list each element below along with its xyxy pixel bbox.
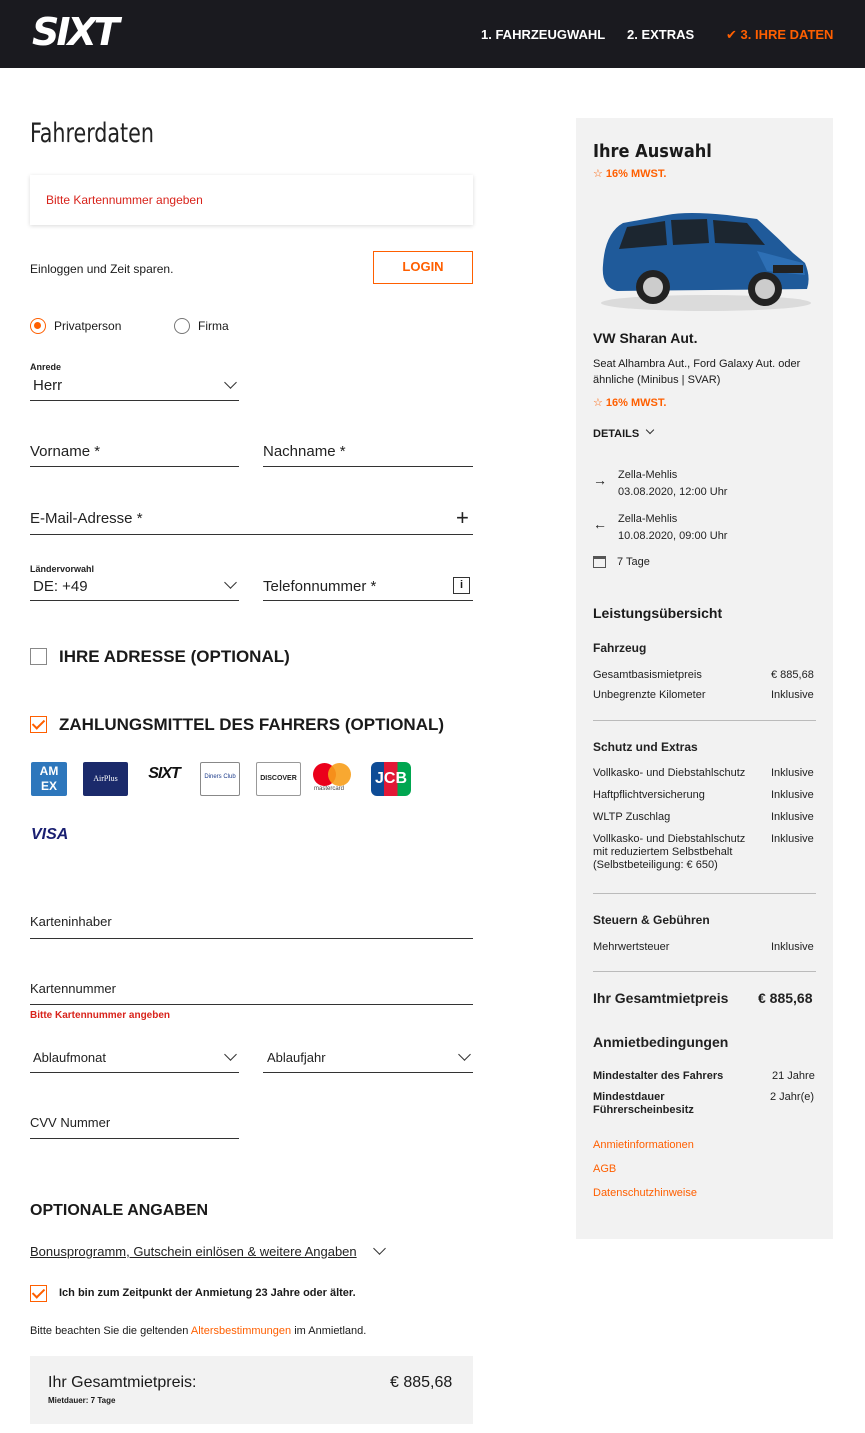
mastercard-logo-circle (328, 763, 351, 786)
tax-text-2: 16% MWST. (605, 397, 667, 409)
radio-privatperson-label: Privatperson (54, 319, 122, 333)
login-hint: Einloggen und Zeit sparen. (30, 262, 174, 276)
laendervorwahl-value: DE: +49 (33, 578, 88, 595)
age-note (30, 1325, 366, 1337)
row-value: Inklusive (771, 833, 814, 845)
car-name: VW Sharan Aut. (593, 330, 698, 346)
total-value: € 885,68 (390, 1374, 453, 1391)
sixt-logo[interactable]: SIXT (32, 10, 117, 54)
kartennummer-error: Bitte Kartennummer angeben (30, 1010, 171, 1021)
payment-section-title: ZAHLUNGSMITTEL DES FAHRERS (OPTIONAL) (59, 715, 445, 734)
details-toggle[interactable] (593, 428, 639, 440)
radio-privatperson[interactable] (30, 318, 46, 334)
row-label: Vollkasko- und Diebstahlschutz (593, 767, 746, 779)
link-agb[interactable]: AGB (593, 1163, 617, 1175)
star-icon: ☆ (593, 168, 606, 180)
pickup-date: 03.08.2020, 12:00 Uhr (618, 486, 728, 498)
star-icon: ☆ (593, 397, 606, 409)
tax-text: 16% MWST. (605, 168, 667, 180)
details-label: DETAILS (593, 428, 640, 440)
payment-checkbox[interactable] (30, 716, 47, 733)
gesamt-label: Ihr Gesamtmietpreis (593, 990, 729, 1006)
link-anmietinformationen[interactable]: Anmietinformationen (593, 1139, 694, 1151)
anrede-label: Anrede (30, 362, 62, 372)
address-section-title: IHRE ADRESSE (OPTIONAL) (59, 647, 290, 666)
radio-firma-label: Firma (198, 319, 229, 333)
sidebar-title: Ihre Auswahl (593, 141, 712, 162)
jcb-logo: JCB (371, 762, 411, 796)
row-value: Inklusive (771, 811, 814, 823)
login-button[interactable]: LOGIN (373, 251, 473, 284)
divider (593, 971, 816, 972)
ablaufjahr-label: Ablaufjahr (267, 1050, 326, 1065)
divider (593, 893, 816, 894)
gesamt-value: € 885,68 (758, 990, 813, 1006)
total-duration: Mietdauer: 7 Tage (48, 1396, 116, 1405)
telefon-label: Telefonnummer * (263, 578, 377, 595)
rental-days: 7 Tage (617, 556, 650, 568)
return-date: 10.08.2020, 09:00 Uhr (618, 530, 728, 542)
age-checkbox[interactable] (30, 1285, 47, 1302)
bonus-link[interactable]: Bonusprogramm, Gutschein einlösen & weitere Angaben (30, 1244, 357, 1259)
fahrzeug-heading: Fahrzeug (593, 641, 647, 655)
overview-title: Leistungsübersicht (593, 605, 723, 621)
mastercard-label: mastercard (314, 786, 345, 792)
step-fahrzeugwahl[interactable]: 1. FAHRZEUGWAHL (481, 27, 606, 42)
error-box (30, 175, 473, 225)
vorname-label: Vorname * (30, 443, 101, 460)
row-value: Inklusive (771, 941, 814, 953)
total-label: Ihr Gesamtmietpreis: (48, 1374, 197, 1391)
cond-value: 21 Jahre (772, 1070, 815, 1082)
error-message: Bitte Kartennummer angeben (46, 193, 203, 207)
email-label: E-Mail-Adresse * (30, 510, 143, 527)
cvv-label: CVV Nummer (30, 1115, 111, 1130)
laendervorwahl-label: Ländervorwahl (30, 564, 95, 574)
steuern-heading: Steuern & Gebühren (593, 913, 710, 927)
row-label: Vollkasko- und Diebstahlschutz mit reduziertem Selbstbehalt (Selbstbeteiligung: € 650) (593, 833, 746, 871)
row-value: Inklusive (771, 767, 814, 779)
arrow-right-icon: → (593, 472, 607, 488)
calendar-icon (593, 556, 606, 568)
pickup-place: Zella-Mehlis (618, 469, 678, 481)
age-note-text-end: im Anmietland. (291, 1325, 367, 1337)
discover-logo: DISCOVER (256, 762, 301, 796)
page-title: Fahrerdaten (30, 118, 154, 149)
tax-badge-2 (593, 396, 666, 409)
radio-firma[interactable] (174, 318, 190, 334)
divider (593, 720, 816, 721)
total-price-box (30, 1356, 473, 1424)
row-label: Gesamtbasismietpreis (593, 669, 702, 681)
row-value: € 885,68 (771, 669, 814, 681)
tax-badge (593, 167, 666, 180)
kartennummer-label: Kartennummer (30, 981, 116, 996)
optional-section-title: OPTIONALE ANGABEN (30, 1202, 209, 1219)
step-extras[interactable]: 2. EXTRAS (627, 27, 695, 42)
anrede-value: Herr (33, 377, 63, 394)
plus-icon[interactable]: + (456, 505, 469, 530)
row-value: Inklusive (771, 789, 814, 801)
address-checkbox[interactable] (30, 648, 47, 665)
cond-label: Mindestdauer Führerscheinbesitz (593, 1091, 694, 1116)
car-similar: Seat Alhambra Aut., Ford Galaxy Aut. oder ähnliche (Minibus | SVAR) (593, 358, 801, 386)
cond-label: Mindestalter des Fahrers (593, 1070, 724, 1082)
link-datenschutz[interactable]: Datenschutzhinweise (593, 1187, 697, 1199)
airplus-logo: AirPlus (83, 762, 128, 796)
nachname-label: Nachname * (263, 443, 346, 460)
row-value: Inklusive (771, 689, 814, 701)
info-icon[interactable]: i (453, 577, 470, 594)
step-ihre-daten[interactable]: ✔ 3. IHRE DATEN (726, 27, 834, 42)
age-check-label: Ich bin zum Zeitpunkt der Anmietung 23 Jahre oder älter. (59, 1287, 356, 1299)
return-place: Zella-Mehlis (618, 513, 678, 525)
row-label: Haftpflichtversicherung (593, 789, 705, 801)
row-label: WLTP Zuschlag (593, 811, 671, 823)
age-note-text: Bitte beachten Sie die geltenden (30, 1325, 191, 1337)
row-label: Unbegrenzte Kilometer (593, 689, 706, 701)
top-header (0, 0, 865, 68)
ablaufmonat-label: Ablaufmonat (33, 1050, 106, 1065)
row-label: Mehrwertsteuer (593, 941, 670, 953)
car-image (597, 205, 815, 315)
sixt-card-logo: SIXT (148, 765, 180, 782)
diners-logo: Diners Club (200, 762, 240, 796)
bedingungen-title: Anmietbedingungen (593, 1034, 729, 1050)
cond-value: 2 Jahr(e) (770, 1091, 815, 1103)
visa-logo: VISA (31, 826, 69, 843)
amex-logo: AM EX (31, 762, 67, 796)
karteninhaber-label: Karteninhaber (30, 914, 112, 929)
schutz-heading: Schutz und Extras (593, 740, 698, 754)
altersbestimmungen-link[interactable]: Altersbestimmungen (190, 1325, 292, 1337)
arrow-left-icon: ← (593, 516, 607, 532)
